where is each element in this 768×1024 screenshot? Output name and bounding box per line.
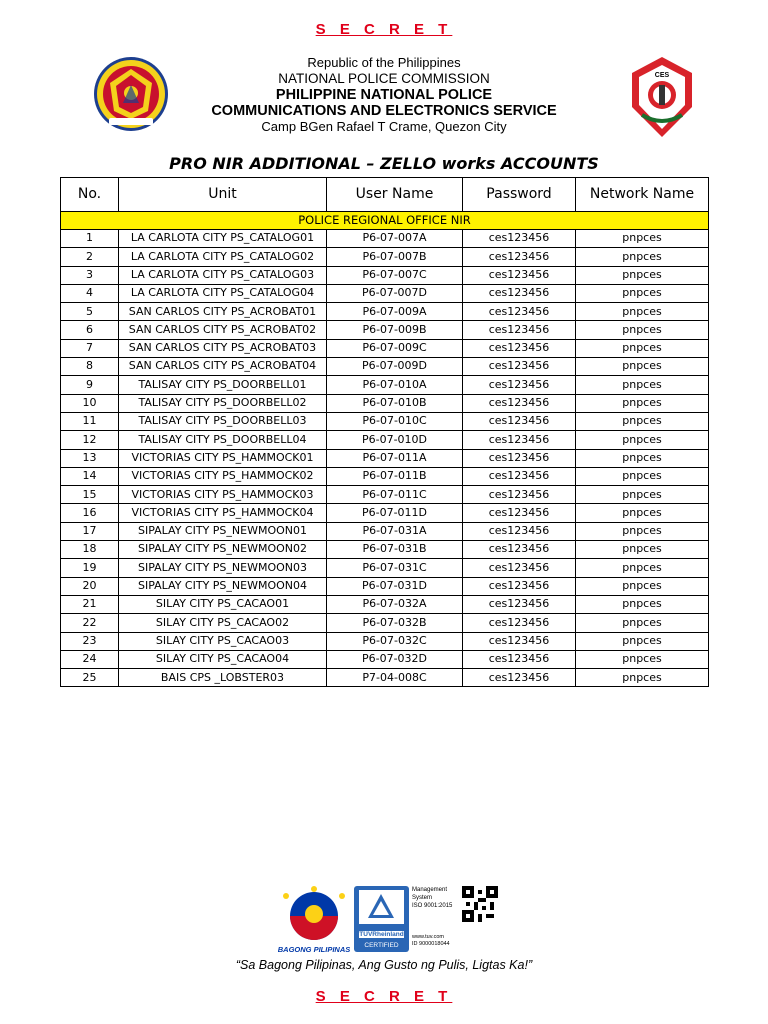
table-row bbox=[61, 595, 709, 613]
cell-password: ces123456 bbox=[463, 303, 576, 321]
table-row bbox=[61, 632, 709, 650]
service-line: COMMUNICATIONS AND ELECTRONICS SERVICE bbox=[211, 103, 557, 119]
cell-unit: TALISAY CITY PS_DOORBELL01 bbox=[119, 376, 327, 394]
cell-unit: LA CARLOTA CITY PS_CATALOG04 bbox=[119, 284, 327, 302]
cell-user-name: P6-07-011B bbox=[327, 467, 463, 485]
iso-info bbox=[412, 886, 498, 952]
cell-unit: SIPALAY CITY PS_NEWMOON04 bbox=[119, 577, 327, 595]
accounts-table bbox=[60, 177, 709, 687]
cell-unit: VICTORIAS CITY PS_HAMMOCK04 bbox=[119, 504, 327, 522]
cell-network-name: pnpces bbox=[576, 412, 709, 430]
cell-network-name: pnpces bbox=[576, 248, 709, 266]
cell-network-name: pnpces bbox=[576, 595, 709, 613]
cell-no: 13 bbox=[61, 449, 119, 467]
cell-unit: SAN CARLOS CITY PS_ACROBAT04 bbox=[119, 358, 327, 376]
cell-no: 11 bbox=[61, 412, 119, 430]
cell-password: ces123456 bbox=[463, 632, 576, 650]
mgmt-line2: System bbox=[412, 895, 433, 901]
cell-network-name: pnpces bbox=[576, 467, 709, 485]
cell-network-name: pnpces bbox=[576, 669, 709, 687]
cell-network-name: pnpces bbox=[576, 230, 709, 248]
cell-no: 10 bbox=[61, 394, 119, 412]
napolcom-line: NATIONAL POLICE COMMISSION bbox=[278, 71, 490, 86]
cell-user-name: P6-07-011A bbox=[327, 449, 463, 467]
table-row bbox=[61, 266, 709, 284]
cell-password: ces123456 bbox=[463, 614, 576, 632]
pnp-line: PHILIPPINE NATIONAL POLICE bbox=[275, 87, 493, 103]
cell-password: ces123456 bbox=[463, 266, 576, 284]
cell-password: ces123456 bbox=[463, 522, 576, 540]
cell-user-name: P6-07-007C bbox=[327, 266, 463, 284]
cell-password: ces123456 bbox=[463, 486, 576, 504]
cell-user-name: P6-07-011D bbox=[327, 504, 463, 522]
cell-no: 21 bbox=[61, 595, 119, 613]
republic-line: Republic of the Philippines bbox=[307, 55, 461, 70]
cell-network-name: pnpces bbox=[576, 358, 709, 376]
cell-no: 16 bbox=[61, 504, 119, 522]
cell-no: 22 bbox=[61, 614, 119, 632]
cell-network-name: pnpces bbox=[576, 431, 709, 449]
cell-user-name: P6-07-007A bbox=[327, 230, 463, 248]
mgmt-line3: ISO 9001:2015 bbox=[412, 903, 453, 909]
table-row bbox=[61, 577, 709, 595]
cell-unit: LA CARLOTA CITY PS_CATALOG02 bbox=[119, 248, 327, 266]
table-row bbox=[61, 358, 709, 376]
cell-network-name: pnpces bbox=[576, 394, 709, 412]
cell-network-name: pnpces bbox=[576, 339, 709, 357]
cell-no: 25 bbox=[61, 669, 119, 687]
cell-user-name: P6-07-032B bbox=[327, 614, 463, 632]
cell-password: ces123456 bbox=[463, 504, 576, 522]
cell-network-name: pnpces bbox=[576, 504, 709, 522]
cell-user-name: P6-07-010D bbox=[327, 431, 463, 449]
header-unit: Unit bbox=[119, 178, 327, 212]
cell-network-name: pnpces bbox=[576, 522, 709, 540]
table-row bbox=[61, 449, 709, 467]
cell-network-name: pnpces bbox=[576, 284, 709, 302]
cell-password: ces123456 bbox=[463, 541, 576, 559]
cell-password: ces123456 bbox=[463, 431, 576, 449]
cell-unit: SILAY CITY PS_CACAO03 bbox=[119, 632, 327, 650]
cell-password: ces123456 bbox=[463, 467, 576, 485]
cell-user-name: P6-07-011C bbox=[327, 486, 463, 504]
cell-user-name: P6-07-031A bbox=[327, 522, 463, 540]
header-no: No. bbox=[61, 178, 119, 212]
cell-no: 14 bbox=[61, 467, 119, 485]
cell-network-name: pnpces bbox=[576, 449, 709, 467]
cell-user-name: P6-07-009D bbox=[327, 358, 463, 376]
bagong-pilipinas-logo bbox=[278, 886, 350, 956]
cell-unit: SAN CARLOS CITY PS_ACROBAT02 bbox=[119, 321, 327, 339]
cell-unit: SIPALAY CITY PS_NEWMOON01 bbox=[119, 522, 327, 540]
table-row bbox=[61, 230, 709, 248]
tuv-id: ID 9000018044 bbox=[412, 941, 450, 947]
cell-password: ces123456 bbox=[463, 230, 576, 248]
cell-password: ces123456 bbox=[463, 577, 576, 595]
cell-user-name: P6-07-031D bbox=[327, 577, 463, 595]
table-row bbox=[61, 486, 709, 504]
header-network-name: Network Name bbox=[576, 178, 709, 212]
cell-unit: TALISAY CITY PS_DOORBELL02 bbox=[119, 394, 327, 412]
cell-unit: SIPALAY CITY PS_NEWMOON03 bbox=[119, 559, 327, 577]
header-password: Password bbox=[463, 178, 576, 212]
cell-no: 4 bbox=[61, 284, 119, 302]
tuv-certified: CERTIFIED bbox=[364, 942, 399, 949]
cell-password: ces123456 bbox=[463, 394, 576, 412]
cell-no: 2 bbox=[61, 248, 119, 266]
table-row bbox=[61, 614, 709, 632]
footer-logos bbox=[0, 884, 768, 956]
cell-unit: TALISAY CITY PS_DOORBELL03 bbox=[119, 412, 327, 430]
cell-user-name: P6-07-031B bbox=[327, 541, 463, 559]
cell-unit: VICTORIAS CITY PS_HAMMOCK01 bbox=[119, 449, 327, 467]
cell-user-name: P6-07-010B bbox=[327, 394, 463, 412]
cell-unit: SIPALAY CITY PS_NEWMOON02 bbox=[119, 541, 327, 559]
cell-unit: SAN CARLOS CITY PS_ACROBAT03 bbox=[119, 339, 327, 357]
cell-user-name: P6-07-007D bbox=[327, 284, 463, 302]
section-row bbox=[61, 212, 709, 230]
tuv-badge bbox=[354, 886, 409, 952]
footer-motto: “Sa Bagong Pilipinas, Ang Gusto ng Pulis, Ligtas Ka!” bbox=[235, 958, 533, 972]
cell-no: 1 bbox=[61, 230, 119, 248]
tuv-triangle-icon bbox=[354, 886, 409, 926]
table-header-row bbox=[61, 178, 709, 212]
cell-password: ces123456 bbox=[463, 412, 576, 430]
table-row bbox=[61, 559, 709, 577]
cell-network-name: pnpces bbox=[576, 559, 709, 577]
cell-no: 3 bbox=[61, 266, 119, 284]
tuv-url: www.tuv.com bbox=[412, 934, 444, 940]
cell-no: 19 bbox=[61, 559, 119, 577]
cell-network-name: pnpces bbox=[576, 376, 709, 394]
cell-network-name: pnpces bbox=[576, 650, 709, 668]
table-row bbox=[61, 303, 709, 321]
cell-unit: BAIS CPS _LOBSTER03 bbox=[119, 669, 327, 687]
header-user-name: User Name bbox=[327, 178, 463, 212]
cell-unit: LA CARLOTA CITY PS_CATALOG03 bbox=[119, 266, 327, 284]
cell-no: 15 bbox=[61, 486, 119, 504]
cell-user-name: P6-07-010C bbox=[327, 412, 463, 430]
cell-network-name: pnpces bbox=[576, 577, 709, 595]
ces-emblem-logo bbox=[628, 55, 696, 140]
table-row bbox=[61, 284, 709, 302]
cell-unit: SILAY CITY PS_CACAO04 bbox=[119, 650, 327, 668]
table-row bbox=[61, 376, 709, 394]
cell-user-name: P6-07-007B bbox=[327, 248, 463, 266]
cell-user-name: P6-07-032C bbox=[327, 632, 463, 650]
cell-no: 6 bbox=[61, 321, 119, 339]
cell-no: 17 bbox=[61, 522, 119, 540]
table-row bbox=[61, 467, 709, 485]
cell-user-name: P6-07-009C bbox=[327, 339, 463, 357]
table-row bbox=[61, 394, 709, 412]
cell-user-name: P7-04-008C bbox=[327, 669, 463, 687]
cell-password: ces123456 bbox=[463, 559, 576, 577]
cell-no: 12 bbox=[61, 431, 119, 449]
cell-user-name: P6-07-031C bbox=[327, 559, 463, 577]
qr-code-icon bbox=[462, 886, 498, 922]
table-row bbox=[61, 669, 709, 687]
table-row bbox=[61, 650, 709, 668]
cell-password: ces123456 bbox=[463, 321, 576, 339]
cell-password: ces123456 bbox=[463, 650, 576, 668]
mgmt-line1: Management bbox=[412, 887, 448, 893]
cell-no: 18 bbox=[61, 541, 119, 559]
ces-logo-text: CES bbox=[654, 72, 670, 79]
table-row bbox=[61, 522, 709, 540]
cell-password: ces123456 bbox=[463, 669, 576, 687]
cell-network-name: pnpces bbox=[576, 303, 709, 321]
cell-no: 7 bbox=[61, 339, 119, 357]
tuv-brand: TÜVRheinland bbox=[359, 931, 404, 938]
classification-top: S E C R E T bbox=[315, 21, 453, 38]
camp-line: Camp BGen Rafael T Crame, Quezon City bbox=[261, 119, 507, 134]
cell-no: 24 bbox=[61, 650, 119, 668]
cell-unit: VICTORIAS CITY PS_HAMMOCK03 bbox=[119, 486, 327, 504]
cell-no: 20 bbox=[61, 577, 119, 595]
classification-bottom: S E C R E T bbox=[315, 988, 453, 1005]
table-row bbox=[61, 248, 709, 266]
table-row bbox=[61, 321, 709, 339]
cell-unit: SILAY CITY PS_CACAO02 bbox=[119, 614, 327, 632]
document-title: PRO NIR ADDITIONAL – ZELLO works ACCOUNTS bbox=[169, 154, 599, 173]
cell-password: ces123456 bbox=[463, 339, 576, 357]
cell-no: 9 bbox=[61, 376, 119, 394]
cell-user-name: P6-07-009A bbox=[327, 303, 463, 321]
cell-user-name: P6-07-032A bbox=[327, 595, 463, 613]
cell-unit: SILAY CITY PS_CACAO01 bbox=[119, 595, 327, 613]
cell-password: ces123456 bbox=[463, 284, 576, 302]
cell-network-name: pnpces bbox=[576, 632, 709, 650]
cell-password: ces123456 bbox=[463, 376, 576, 394]
cell-password: ces123456 bbox=[463, 595, 576, 613]
cell-network-name: pnpces bbox=[576, 266, 709, 284]
cell-unit: SAN CARLOS CITY PS_ACROBAT01 bbox=[119, 303, 327, 321]
table-row bbox=[61, 541, 709, 559]
cell-network-name: pnpces bbox=[576, 614, 709, 632]
cell-password: ces123456 bbox=[463, 449, 576, 467]
cell-no: 5 bbox=[61, 303, 119, 321]
cell-unit: LA CARLOTA CITY PS_CATALOG01 bbox=[119, 230, 327, 248]
bagong-pilipinas-text: BAGONG PILIPINAS bbox=[278, 945, 350, 954]
cell-network-name: pnpces bbox=[576, 321, 709, 339]
cell-user-name: P6-07-010A bbox=[327, 376, 463, 394]
cell-user-name: P6-07-009B bbox=[327, 321, 463, 339]
cell-network-name: pnpces bbox=[576, 541, 709, 559]
cell-unit: TALISAY CITY PS_DOORBELL04 bbox=[119, 431, 327, 449]
table-row bbox=[61, 412, 709, 430]
cell-password: ces123456 bbox=[463, 248, 576, 266]
cell-password: ces123456 bbox=[463, 358, 576, 376]
table-row bbox=[61, 431, 709, 449]
section-label: POLICE REGIONAL OFFICE NIR bbox=[61, 212, 709, 230]
cell-unit: VICTORIAS CITY PS_HAMMOCK02 bbox=[119, 467, 327, 485]
table-row bbox=[61, 339, 709, 357]
cell-network-name: pnpces bbox=[576, 486, 709, 504]
table-row bbox=[61, 504, 709, 522]
cell-no: 23 bbox=[61, 632, 119, 650]
cell-user-name: P6-07-032D bbox=[327, 650, 463, 668]
cell-no: 8 bbox=[61, 358, 119, 376]
